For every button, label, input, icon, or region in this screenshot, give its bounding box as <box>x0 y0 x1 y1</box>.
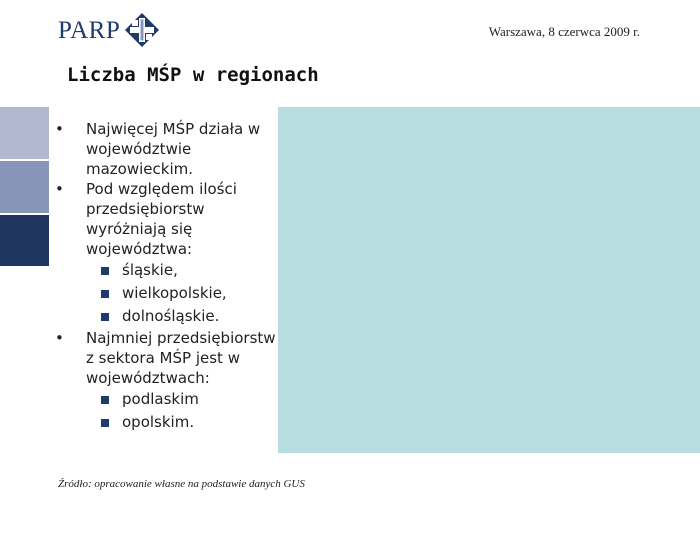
decorative-bar-medium <box>0 161 49 213</box>
bullet-list <box>55 119 279 434</box>
source-note: Źródło: opracowanie własne na podstawie danych GUS <box>58 478 305 490</box>
logo-text: PARP <box>58 16 121 44</box>
sub-bullet-item: podlaskim <box>86 388 279 411</box>
presentation-date: Warszawa, 8 czerwca 2009 r. <box>488 24 640 39</box>
slide-title: Liczba MŚP w regionach <box>67 64 319 86</box>
decorative-bar-dark <box>0 215 49 266</box>
bullet-item <box>55 179 279 328</box>
sub-bullet-item: opolskim. <box>86 411 279 434</box>
decorative-bar-light <box>0 107 49 159</box>
parp-logo <box>58 12 160 48</box>
sub-bullet-item: dolnośląskie. <box>86 305 279 328</box>
map-placeholder <box>278 107 700 453</box>
bullet-content <box>55 119 279 434</box>
sub-bullet-item: śląskie, <box>86 259 279 282</box>
bullet-text: Pod względem ilości przedsiębiorstw wyróżniają się województwa: <box>86 180 237 258</box>
parp-logo-icon <box>124 12 160 48</box>
sub-bullet-item: wielkopolskie, <box>86 282 279 305</box>
bullet-item <box>55 328 279 434</box>
sub-bullet-list <box>86 388 279 434</box>
sub-bullet-list <box>86 259 279 328</box>
bullet-item <box>55 119 279 179</box>
bullet-text: Najwięcej MŚP działa w województwie mazowieckim. <box>86 120 261 178</box>
bullet-text: Najmniej przedsiębiorstw z sektora MŚP jest w województwach: <box>86 329 276 387</box>
